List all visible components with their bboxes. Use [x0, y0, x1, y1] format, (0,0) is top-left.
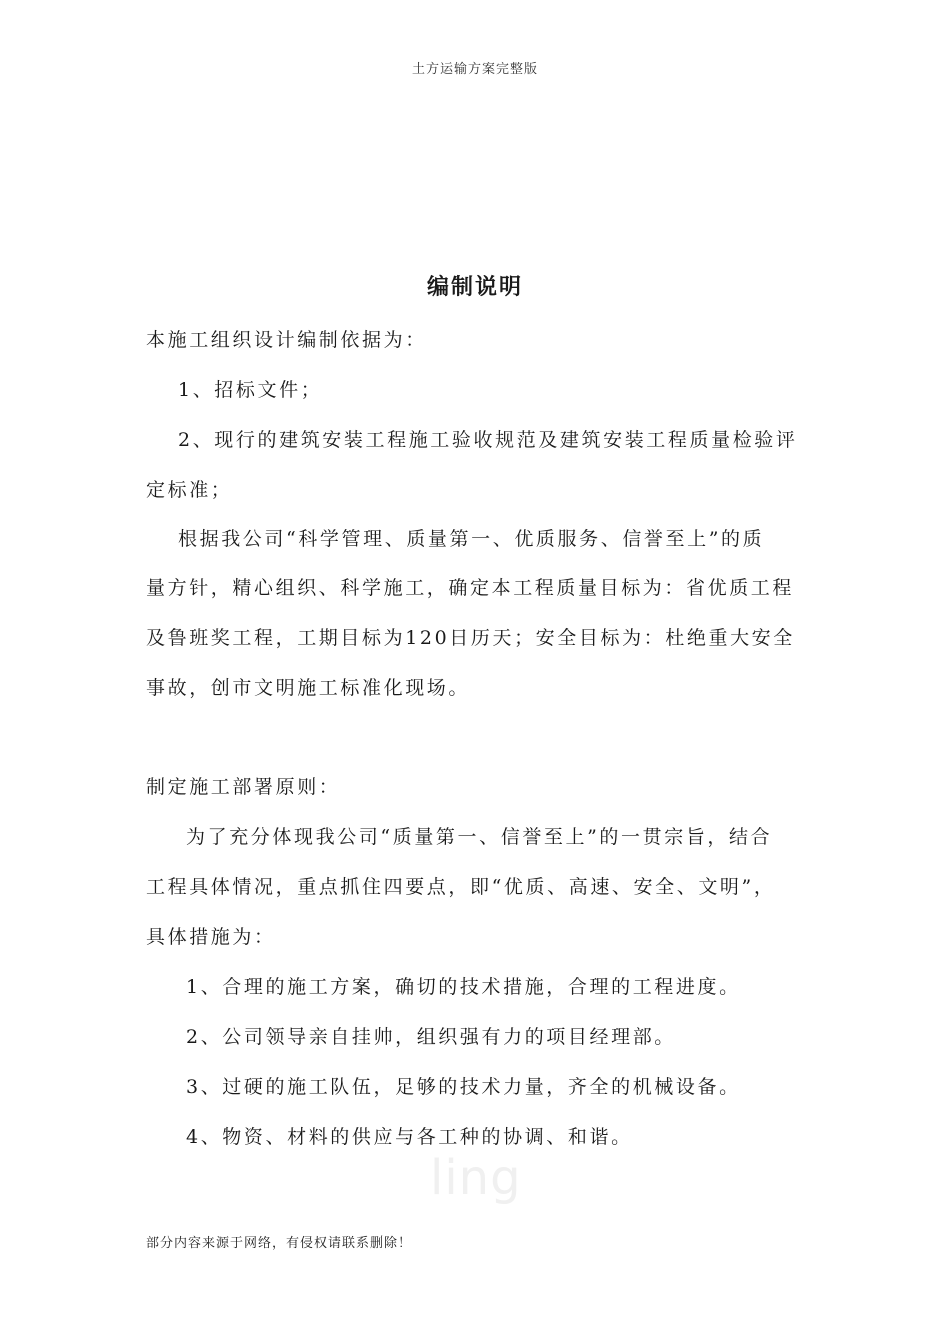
principles-paragraph-line-3: 具体措施为： — [146, 926, 276, 948]
basis-paragraph-line-4: 事故，创市文明施工标准化现场。 — [146, 677, 471, 699]
principles-item-1: 1、合理的施工方案，确切的技术措施，合理的工程进度。 — [186, 976, 741, 998]
basis-item-2-line-2: 定标准； — [146, 479, 233, 501]
watermark: ling — [430, 1150, 522, 1206]
principles-item-2: 2、公司领导亲自挂帅，组织强有力的项目经理部。 — [186, 1026, 676, 1048]
principles-item-3: 3、过硬的施工队伍，足够的技术力量，齐全的机械设备。 — [186, 1076, 741, 1098]
page-header: 土方运输方案完整版 — [411, 62, 538, 77]
basis-item-2-line-1: 2、现行的建筑安装工程施工验收规范及建筑安装工程质量检验评 — [178, 429, 798, 451]
principles-paragraph-line-2: 工程具体情况，重点抓住四要点，即“优质、高速、安全、文明”， — [146, 876, 776, 898]
basis-intro: 本施工组织设计编制依据为： — [146, 329, 427, 351]
basis-item-1: 1、招标文件； — [178, 379, 323, 401]
basis-paragraph-line-1: 根据我公司“科学管理、质量第一、优质服务、信誉至上”的质 — [178, 528, 765, 550]
principles-heading: 制定施工部署原则： — [146, 776, 341, 798]
page-footer: 部分内容来源于网络，有侵权请联系删除！ — [146, 1236, 413, 1251]
basis-paragraph-line-3: 及鲁班奖工程，工期目标为120日历天；安全目标为：杜绝重大安全 — [146, 627, 795, 649]
basis-paragraph-line-2: 量方针，精心组织、科学施工，确定本工程质量目标为：省优质工程 — [146, 577, 795, 599]
section-title: 编制说明 — [426, 274, 523, 300]
principles-item-4: 4、物资、材料的供应与各工种的协调、和谐。 — [186, 1126, 633, 1148]
principles-paragraph-line-1: 为了充分体现我公司“质量第一、信誉至上”的一贯宗旨，结合 — [186, 826, 773, 848]
